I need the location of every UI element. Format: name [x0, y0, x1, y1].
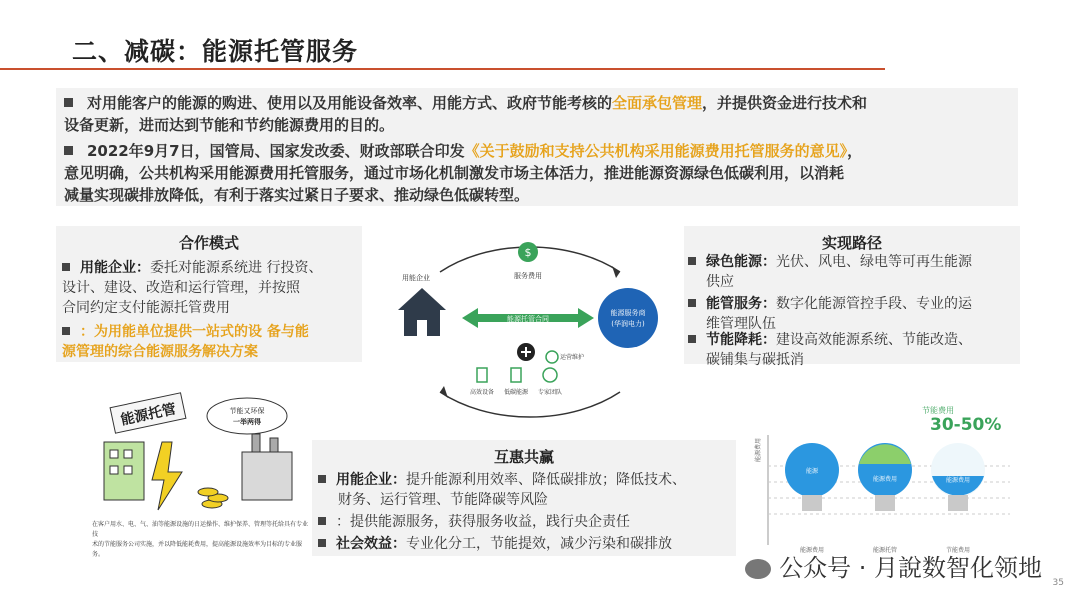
path-item-energy-saving: 节能降耗：建设高效能源系统、节能改造、 碳铺集与碳抵消 — [688, 330, 1020, 370]
fee-coin-icon — [518, 242, 538, 262]
lightning-icon — [152, 442, 182, 510]
bubble-line-2: 一举两得 — [233, 418, 261, 426]
bullet-icon — [64, 98, 73, 107]
intro-paragraph-2: 2022年9月7日，国管局、国家发改委、财政部联合印发《关于鼓励和支持公共机构采用能源费用托管服务的意见》， 意见明确，公共机构采用能源费用托管服务，通过市场化机制激发市场主体活力，推进能源资源绿色低碳利用，以消耗 减量实现碳排放降低，有利于落实过紧日子要求、推动绿色低碳转型。 — [64, 142, 863, 204]
saving-label: 节能费用 — [922, 406, 954, 415]
provider-circle — [598, 288, 658, 348]
x-label-1: 能源费用 — [799, 547, 825, 554]
bullet-icon — [64, 146, 73, 155]
bullet-icon — [688, 335, 696, 343]
fee-label: 服务费用 — [514, 272, 542, 280]
factory-icon — [242, 434, 292, 500]
bulb-icon — [785, 443, 839, 511]
green-building-icon — [104, 442, 144, 500]
cartoon-sign-text: 能源托管 — [119, 401, 178, 429]
path-item-energy-management: 能管服务：数字化能源管控手段、专业的运 维管理队伍 — [688, 294, 1020, 334]
title-divider — [0, 68, 885, 70]
coop-model-title: 合作模式 — [178, 234, 239, 252]
bullet-icon — [318, 475, 326, 483]
mutual-title: 互惠共赢 — [493, 448, 554, 466]
bullet-icon — [318, 539, 326, 547]
bubble-line-1: 节能又环保 — [229, 407, 265, 415]
x-label-3: 节能费用 — [945, 547, 971, 554]
bulb-3-label: 能源费用 — [945, 477, 971, 484]
speech-bubble — [207, 398, 287, 434]
path-title: 实现路径 — [821, 234, 882, 252]
x-label-2: 能源托管 — [872, 547, 898, 554]
saving-value: 30-50% — [930, 415, 1002, 435]
service-4-label: 运营维护 — [559, 354, 585, 361]
highlight-text: 全面承包管理 — [612, 94, 703, 112]
contract-label: 能源托管合同 — [507, 315, 549, 323]
path-item-green-energy: 绿色能源：光伏、风电、绿电等可再生能源 供应 — [688, 252, 1020, 292]
provider-label: 能源服务商 — [610, 309, 646, 317]
bullet-icon — [688, 299, 696, 307]
cycle-arc-bottom — [440, 392, 620, 417]
bullet-icon — [62, 263, 70, 271]
equipment-icon — [477, 368, 487, 382]
y-axis-label: 能源费用 — [755, 437, 762, 462]
bulb-1-label: 能源 — [805, 468, 819, 475]
mutual-item-user: 用能企业：提升能源利用效率、降低碳排放；降低技术、 财务、运行管理、节能降碳等风险 — [318, 470, 736, 510]
maintenance-icon — [546, 351, 558, 363]
plus-icon — [517, 343, 535, 361]
provider-sub-label: (华润电力) — [611, 320, 645, 328]
intro-paragraph-1: 对用能客户的能源的购进、使用以及用能设备效率、用能方式、政府节能考核的全面承包管理，并提供资金进行技术和 设备更新，进而达到节能和节约能源费用的目的。 — [64, 94, 868, 134]
cartoon-caption: 在客户用水、电、气、油等能源设施的日运操作、维护保养、管理等托给具有专业技 术的节能服务公司实施，并以降低能耗费用，提高能源设施效率为目标的专业服务。 — [92, 521, 309, 558]
arrowhead-icon — [440, 386, 448, 398]
house-icon — [398, 288, 446, 336]
intro-panel — [56, 88, 1018, 206]
mutual-item-provider: ：提供能源服务，获得服务收益，践行央企责任 — [318, 512, 736, 532]
arrowhead-icon — [612, 266, 620, 278]
energy-icon — [511, 368, 521, 382]
svg-text:$: $ — [524, 246, 532, 259]
energy-saving-bulbs — [750, 400, 1020, 560]
expert-24h-icon — [543, 368, 557, 382]
coop-model-panel — [56, 226, 362, 362]
service-3-label: 专家团队 — [537, 389, 563, 396]
energy-trusteeship-diagram — [380, 222, 680, 432]
coop-item-user: 用能企业：委托对能源系统进 行投资、 设计、建设、改造和运行管理，并按照 合同约定支付能源托管费用 — [62, 260, 323, 316]
page-number: 35 — [1052, 578, 1064, 588]
mutual-benefit-panel — [312, 440, 736, 556]
diagram-left-label: 用能企业 — [402, 274, 430, 282]
trusteeship-cartoon — [92, 392, 312, 517]
coins-icon — [198, 488, 228, 508]
implementation-path-panel — [684, 226, 1020, 368]
service-2-label: 低碳能源 — [503, 389, 529, 396]
service-1-label: 高效设备 — [469, 389, 495, 396]
policy-title: 《关于鼓励和支持公共机构采用能源费用托管服务的意见》 — [464, 142, 848, 160]
bullet-icon — [62, 327, 70, 335]
wechat-icon — [745, 559, 771, 579]
mutual-item-society: 社会效益：专业化分工，节能提效，减少污染和碳排放 — [318, 534, 736, 554]
bullet-icon — [688, 257, 696, 265]
bullet-icon — [318, 517, 326, 525]
page-title: 二、减碳：能源托管服务 — [72, 37, 359, 66]
bulb-2-label: 能源费用 — [872, 476, 898, 483]
coop-item-provider: ：为用能单位提供一站式的设 备与能 源管理的综合能源服务解决方案 — [62, 324, 309, 360]
watermark: 公众号 · 月說数智化领地 — [745, 548, 1042, 583]
